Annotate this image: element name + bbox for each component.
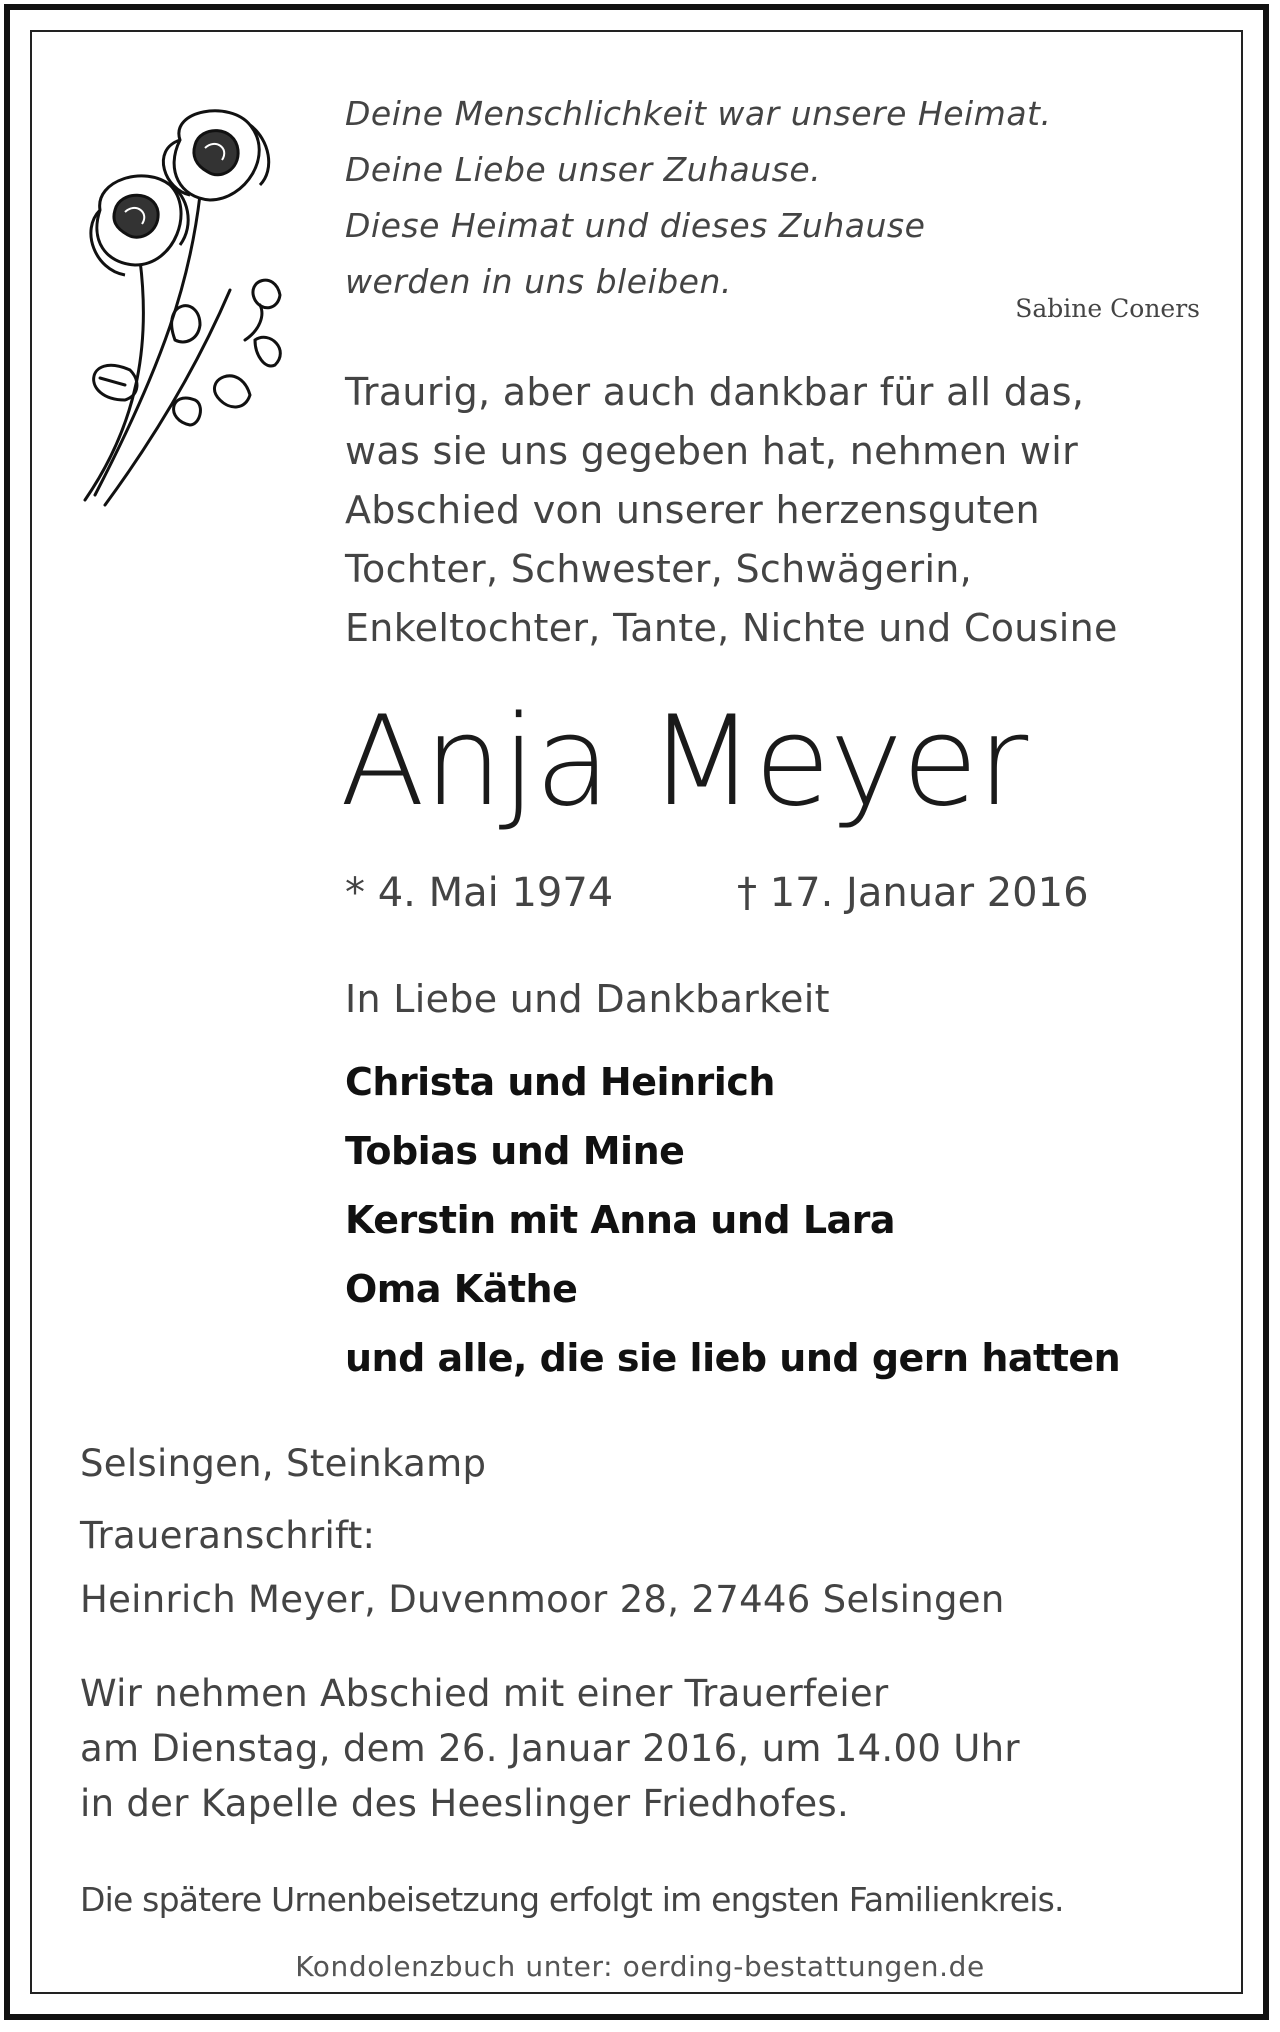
ceremony-line: am Dienstag, dem 26. Januar 2016, um 14.00 Uhr [80, 1727, 1020, 1770]
ceremony-line: Wir nehmen Abschied mit einer Trauerfeier [80, 1672, 889, 1715]
poem-line: Diese Heimat und dieses Zuhause [345, 206, 926, 245]
family-member: Oma Käthe [345, 1267, 578, 1311]
family-member: Christa und Heinrich [345, 1060, 775, 1104]
intro-text [345, 363, 1118, 658]
intro-line: Abschied von unserer herzensguten [345, 488, 1040, 532]
poem [345, 86, 1051, 310]
poem-line: Deine Menschlichkeit war unsere Heimat. [345, 94, 1052, 133]
intro-line: was sie uns gegeben hat, nehmen wir [345, 429, 1079, 473]
intro-line: Tochter, Schwester, Schwägerin, [345, 547, 973, 591]
closing-line: In Liebe und Dankbarkeit [345, 977, 830, 1021]
intro-line: Enkeltochter, Tante, Nichte und Cousine [345, 606, 1118, 650]
roses-icon [70, 100, 300, 520]
family-member: Tobias und Mine [345, 1129, 685, 1173]
poem-line: Deine Liebe unser Zuhause. [345, 150, 822, 189]
address-value: Heinrich Meyer, Duvenmoor 28, 27446 Selsingen [80, 1578, 1005, 1621]
urn-note: Die spätere Urnenbeisetzung erfolgt im engsten Familienkreis. [80, 1880, 1064, 1919]
poem-line: werden in uns bleiben. [345, 262, 732, 301]
condolence-link: Kondolenzbuch unter: oerding-bestattungen.de [295, 1950, 985, 1983]
family-member: Kerstin mit Anna und Lara [345, 1198, 896, 1242]
location: Selsingen, Steinkamp [80, 1442, 487, 1485]
address-label: Traueranschrift: [80, 1514, 376, 1557]
deceased-name: Anja Meyer [340, 690, 1028, 834]
ceremony-line: in der Kapelle des Heeslinger Friedhofes. [80, 1782, 850, 1825]
intro-line: Traurig, aber auch dankbar für all das, [345, 370, 1085, 414]
birth-date: * 4. Mai 1974 [345, 870, 614, 916]
family-list [345, 1048, 1120, 1393]
ceremony-info [80, 1666, 1020, 1831]
poem-author: Sabine Coners [1015, 294, 1200, 323]
death-date: † 17. Januar 2016 [737, 870, 1089, 916]
family-member: und alle, die sie lieb und gern hatten [345, 1336, 1121, 1380]
